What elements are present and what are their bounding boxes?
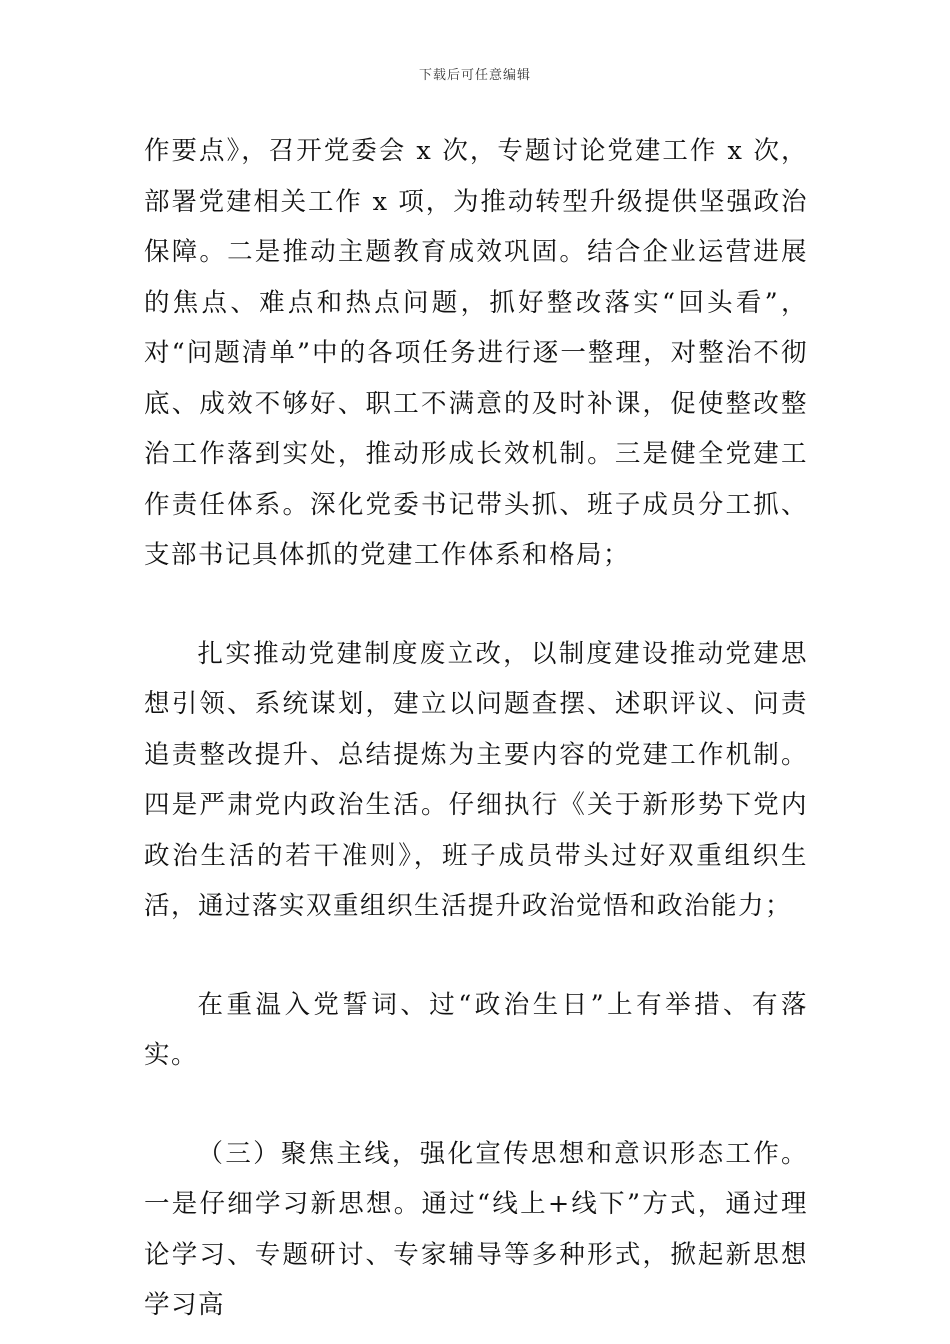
paragraph-2: 扎实推动党建制度废立改，以制度建设推动党建思想引领、系统谋划，建立以问题查摆、述职评议、问责追责整改提升、总结提炼为主要内容的党建工作机制。四是严肃党内政治生活。仔细执行《关于新形势下党内政治生活的若干准则》，班子成员带头过好双重组织生活，通过落实双重组织生活提升政治觉悟和政治能力；: [144, 638, 808, 921]
document-body: [144, 126, 808, 1331]
paragraph-3: 在重温入党誓词、过“政治生日”上有举措、有落实。: [144, 989, 808, 1070]
paragraph-1: 作要点》，召开党委会 x 次，专题讨论党建工作 x 次，部署党建相关工作 x 项，为推动转型升级提供坚强政治保障。二是推动主题教育成效巩固。结合企业运营进展的焦点、难点和热点问题，抓好整改落实“回头看”，对“问题清单”中的各项任务进行逐一整理，对整治不彻底、成效不够好、职工不满意的及时补课，促使整改整治工作落到实处，推动形成长效机制。三是健全党建工作责任体系。深化党委书记带头抓、班子成员分工抓、支部书记具体抓的党建工作体系和格局；: [144, 136, 808, 570]
paragraph-gap: [144, 581, 808, 629]
paragraph-4: （三）聚焦主线，强化宣传思想和意识形态工作。一是仔细学习新思想。通过“线上+线下”方式，通过理论学习、专题研讨、专家辅导等多种形式，掀起新思想学习高: [144, 1138, 808, 1320]
paragraph-gap: [144, 1081, 808, 1129]
page-header: 下载后可任意编辑: [418, 68, 531, 83]
paragraph-gap: [144, 932, 808, 980]
